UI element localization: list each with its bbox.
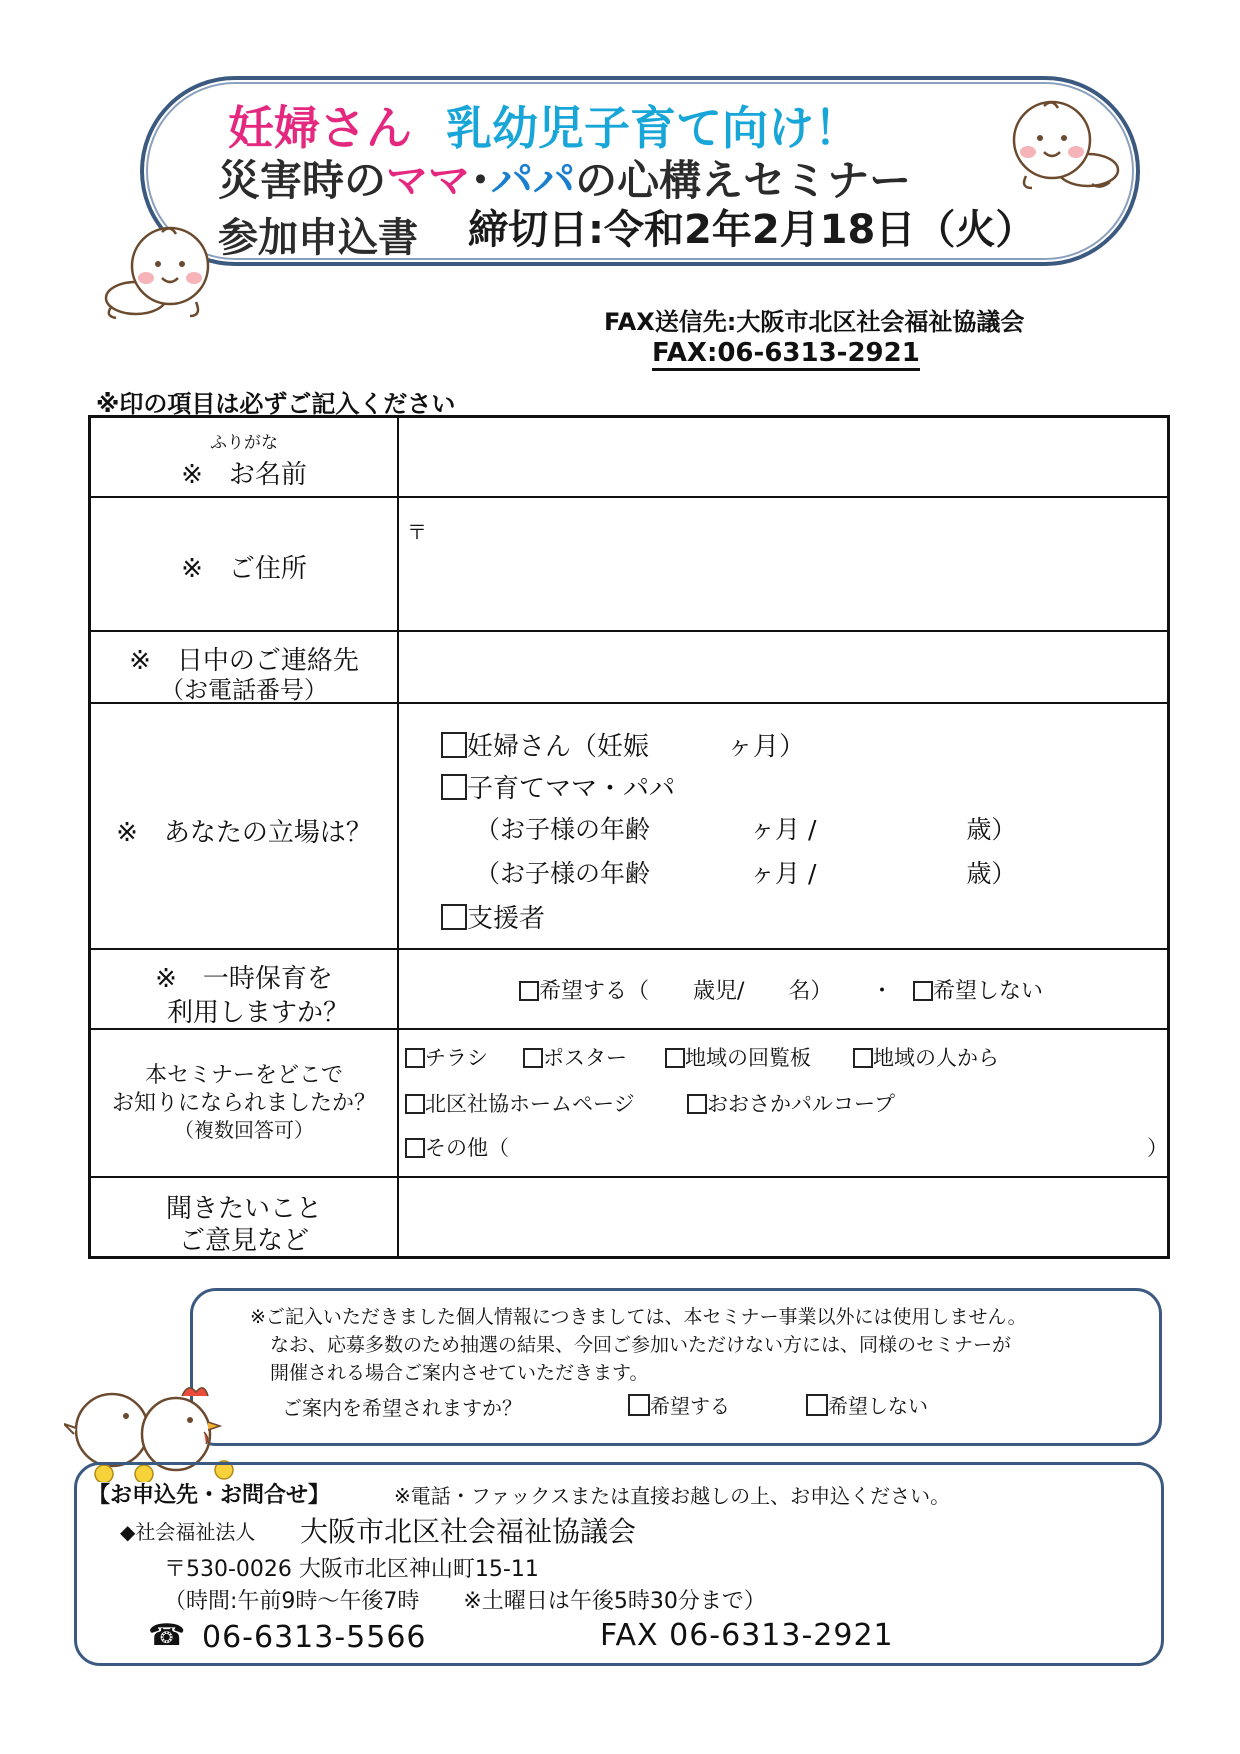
source-option-homepage-label: 北区社協ホームページ — [425, 1092, 635, 1116]
source-option-palcoop-label: おおさかパルコープ — [707, 1092, 895, 1116]
source-option-other-close: ） — [1147, 1136, 1168, 1160]
address-label: ※ ご住所 — [181, 554, 307, 584]
checkbox-icon[interactable] — [913, 981, 933, 1001]
checkbox-icon[interactable] — [405, 1048, 425, 1068]
contact-fax: FAX 06-6313-2921 — [600, 1618, 894, 1653]
column-divider — [397, 418, 399, 1256]
checkbox-icon[interactable] — [441, 904, 467, 930]
required-note: ※印の項目は必ずご記入ください — [96, 390, 456, 418]
deadline: 締切日:令和2年2月18日（火） — [468, 207, 1036, 253]
title-pregnant: 妊婦さん — [228, 101, 412, 155]
source-option-flyer[interactable] — [405, 1042, 488, 1072]
row-divider — [91, 496, 1167, 498]
source-option-flyer-label: チラシ — [425, 1046, 488, 1070]
title-form: 参加申込書 — [218, 215, 418, 261]
row-divider — [91, 630, 1167, 632]
source-option-palcoop[interactable] — [687, 1088, 895, 1118]
baby-illustration-left — [96, 222, 226, 322]
row-divider — [91, 1176, 1167, 1178]
childcare-option-not-want[interactable] — [913, 974, 1043, 1005]
contact-address: 〒530-0026 大阪市北区神山町15-11 — [164, 1557, 539, 1582]
childcare-label-sub: 利用しますか？ — [166, 998, 349, 1028]
source-option-homepage[interactable] — [405, 1088, 635, 1118]
contact-heading-note: ※電話・ファックスまたは直接お越しの上、お申込ください。 — [394, 1484, 951, 1508]
phone-input[interactable] — [401, 634, 1167, 700]
title-disaster: 災害時の — [218, 156, 387, 205]
contact-heading: 【お申込先・お問合せ】 — [88, 1483, 331, 1508]
childcare-option-not-want-label: 希望しない — [933, 979, 1044, 1004]
source-option-other[interactable] — [405, 1132, 509, 1162]
source-label-3: （複数回答可） — [174, 1118, 314, 1142]
contact-hours: （時間:午前9時～午後7時 ※土曜日は午後5時30分まで） — [164, 1589, 766, 1614]
source-option-other-label: その他（ — [425, 1136, 509, 1160]
source-label-2: お知りになられましたか？ — [111, 1091, 376, 1116]
notice-line-2: なお、応募多数のため抽選の結果、今回ご参加いただけない方には、同様のセミナーが — [270, 1334, 1012, 1356]
org-name: 大阪市北区社会福祉協議会 — [300, 1515, 637, 1548]
checkbox-icon[interactable] — [687, 1094, 707, 1114]
title-papa: パパ — [491, 156, 576, 205]
notice-option-yes-label: 希望する — [650, 1394, 730, 1418]
status-option-supporter[interactable] — [441, 898, 545, 935]
status-option-parent-label: 子育てママ・パパ — [467, 774, 676, 804]
checkbox-icon[interactable] — [441, 774, 467, 800]
name-furigana: ふりがな — [210, 433, 278, 453]
contact-phone: 06-6313-5566 — [202, 1620, 427, 1655]
child-age-1: （お子様の年齢 ヶ月 / 歳） — [475, 815, 1017, 844]
checkbox-icon[interactable] — [806, 1394, 828, 1416]
checkbox-icon[interactable] — [519, 981, 539, 1001]
source-option-local-people-label: 地域の人から — [873, 1046, 999, 1070]
notice-line-1: ※ご記入いただきました個人情報につきましては、本セミナー事業以外には使用しません。 — [250, 1306, 1027, 1328]
status-option-supporter-label: 支援者 — [467, 904, 546, 934]
title-dot: ･ — [470, 156, 492, 205]
name-label: ※ お名前 — [181, 460, 307, 490]
source-option-poster-label: ポスター — [543, 1046, 627, 1070]
checkbox-icon[interactable] — [665, 1048, 685, 1068]
row-divider — [91, 948, 1167, 950]
checkbox-icon[interactable] — [405, 1094, 425, 1114]
child-age-2: （お子様の年齢 ヶ月 / 歳） — [475, 859, 1017, 888]
source-option-circular[interactable] — [665, 1042, 811, 1072]
notice-option-no[interactable] — [806, 1390, 928, 1419]
title-seminar: の心構えセミナー — [575, 156, 912, 205]
org-prefix: ◆社会福祉法人 — [120, 1520, 256, 1544]
phone-label: ※ 日中のご連絡先 — [129, 646, 359, 676]
checkbox-icon[interactable] — [405, 1138, 425, 1158]
comments-input[interactable] — [401, 1180, 1167, 1256]
source-label: 本セミナーをどこで — [144, 1063, 343, 1088]
baby-illustration-right — [996, 96, 1126, 192]
address-input[interactable] — [401, 500, 1167, 628]
postal-mark: 〒 — [407, 520, 427, 544]
childcare-option-want[interactable] — [519, 974, 832, 1005]
childcare-separator: ・ — [871, 979, 894, 1004]
phone-label-sub: （お電話番号） — [160, 676, 328, 704]
checkbox-icon[interactable] — [441, 732, 467, 758]
status-option-pregnant[interactable] — [441, 726, 805, 763]
title-infant: 乳幼児子育て向け！ — [446, 101, 860, 155]
notice-option-no-label: 希望しない — [828, 1394, 928, 1418]
status-option-pregnant-label: 妊婦さん（妊娠 ヶ月） — [467, 732, 806, 762]
status-label: ※ あなたの立場は？ — [116, 818, 372, 848]
notice-option-yes[interactable] — [628, 1390, 730, 1419]
phone-icon: ☎ — [148, 1618, 186, 1653]
fax-number: FAX:06-6313-2921 — [652, 338, 920, 371]
source-option-local-people[interactable] — [853, 1042, 999, 1072]
checkbox-icon[interactable] — [853, 1048, 873, 1068]
status-option-parent[interactable] — [441, 768, 675, 805]
name-input[interactable] — [401, 420, 1167, 494]
application-form-table — [88, 415, 1170, 1259]
comments-label: 聞きたいこと — [165, 1194, 322, 1224]
notice-line-3: 開催される場合ご案内させていただきます。 — [270, 1362, 649, 1384]
source-option-circular-label: 地域の回覧板 — [685, 1046, 811, 1070]
checkbox-icon[interactable] — [523, 1048, 543, 1068]
childcare-label: ※ 一時保育を — [155, 964, 333, 994]
comments-label-2: ご意見など — [178, 1226, 309, 1256]
source-option-poster[interactable] — [523, 1042, 627, 1072]
notice-question: ご案内を希望されますか？ — [282, 1396, 522, 1420]
checkbox-icon[interactable] — [628, 1394, 650, 1416]
fax-destination: FAX送信先:大阪市北区社会福祉協議会 — [604, 308, 1025, 336]
childcare-option-want-label: 希望する（ 歳児/ 名） — [539, 979, 833, 1004]
title-mama: ママ — [386, 156, 471, 205]
